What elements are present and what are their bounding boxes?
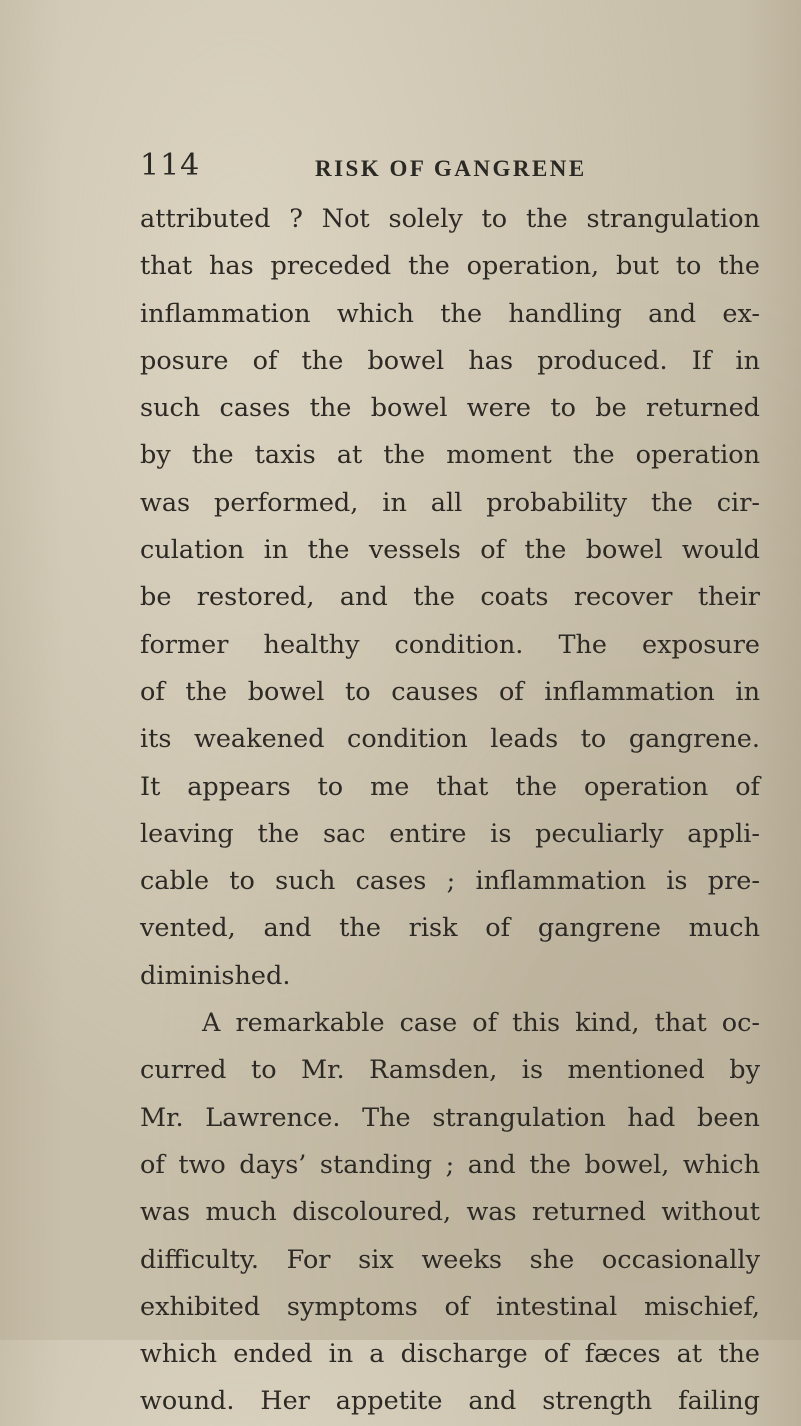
text-line: leaving the sac entire is peculiarly appli- [140, 818, 760, 849]
text-line: such cases the bowel were to be returned [140, 393, 760, 424]
text-line: its weakened condition leads to gangrene. [140, 724, 760, 755]
text-line: of the bowel to causes of inflammation in [140, 676, 760, 707]
text-line: cable to such cases ; inflammation is pre- [140, 866, 760, 897]
text-line: which ended in a discharge of fæces at the [140, 1339, 760, 1370]
text-line: be restored, and the coats recover their [140, 582, 760, 613]
text-line: It appears to me that the operation of [140, 771, 760, 802]
text-line: difficulty. For six weeks she occasionally [140, 1244, 760, 1275]
body-text [140, 196, 760, 1426]
text-line: wound. Her appetite and strength failing [140, 1386, 760, 1417]
text-line: vented, and the risk of gangrene much [140, 913, 760, 944]
text-line: former healthy condition. The exposure [140, 629, 760, 660]
paragraph-first-line: A remarkable case of this kind, that oc- [202, 1008, 760, 1039]
text-line: inflammation which the handling and ex- [140, 298, 760, 329]
text-line: curred to Mr. Ramsden, is mentioned by [140, 1055, 760, 1086]
text-line: of two days’ standing ; and the bowel, which [140, 1149, 760, 1180]
text-line: by the taxis at the moment the operation [140, 440, 760, 471]
text-line: culation in the vessels of the bowel would [140, 535, 760, 566]
text-line: exhibited symptoms of intestinal mischief, [140, 1291, 760, 1322]
text-line: posure of the bowel has produced. If in [140, 345, 760, 376]
text-line: that has preceded the operation, but to the [140, 251, 760, 282]
text-line: attributed ? Not solely to the strangulation [140, 204, 760, 234]
running-title: RISK OF GANGRENE [315, 156, 587, 181]
text-line: was much discoloured, was returned without [140, 1197, 760, 1228]
page-number: 114 [140, 148, 201, 183]
running-head [140, 148, 760, 188]
text-line: Mr. Lawrence. The strangulation had been [140, 1102, 760, 1133]
paragraph-end-line: diminished. [140, 960, 291, 991]
text-line: was performed, in all probability the cir- [140, 487, 760, 518]
